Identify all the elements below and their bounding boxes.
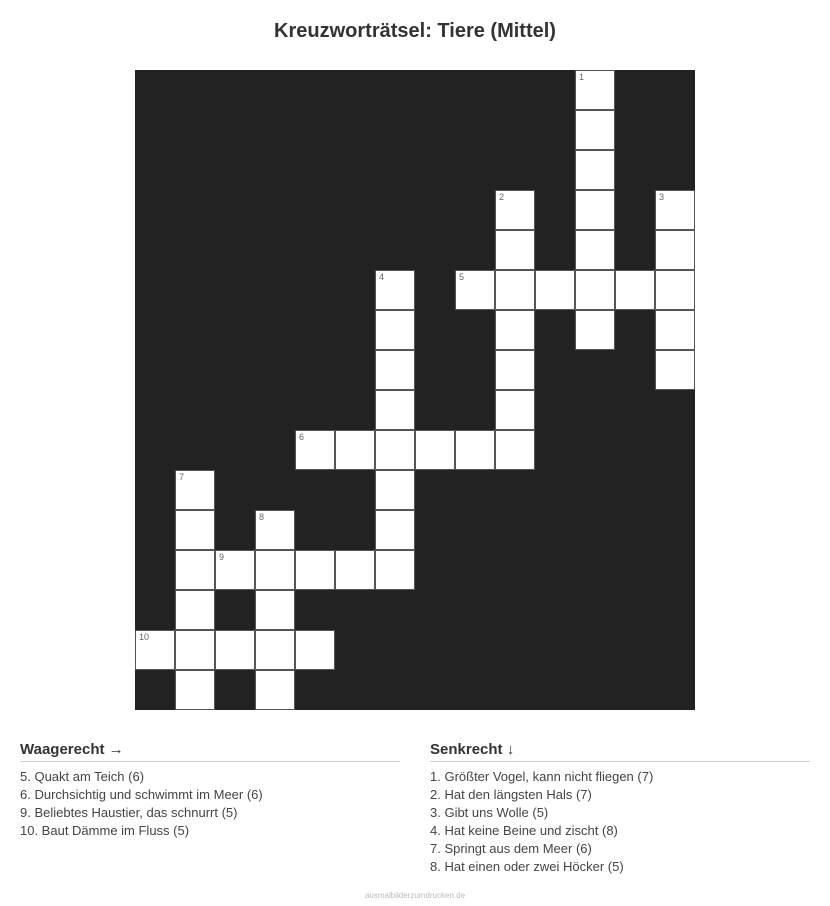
crossword-cell[interactable] — [375, 550, 415, 590]
crossword-cell[interactable] — [455, 430, 495, 470]
clue-number: 1 — [579, 72, 585, 82]
crossword-cell[interactable] — [255, 550, 295, 590]
across-clue: 6. Durchsichtig und schwimmt im Meer (6) — [20, 787, 263, 802]
crossword-cell[interactable] — [215, 630, 255, 670]
crossword-cell[interactable] — [655, 230, 695, 270]
across-clues — [20, 740, 400, 840]
crossword-cell[interactable] — [575, 150, 615, 190]
clue-number: 7 — [179, 472, 185, 482]
crossword-cell[interactable] — [375, 270, 415, 310]
crossword-cell[interactable] — [255, 510, 295, 550]
footer-credit: ausmalbilderzumdrucken.de — [364, 891, 466, 900]
crossword-cell[interactable] — [175, 590, 215, 630]
crossword-cell[interactable] — [175, 670, 215, 710]
crossword-cell[interactable] — [495, 350, 535, 390]
crossword-cell[interactable] — [575, 310, 615, 350]
crossword-cell[interactable] — [295, 630, 335, 670]
crossword-cell[interactable] — [375, 430, 415, 470]
crossword-cell[interactable] — [375, 310, 415, 350]
down-clue: 4. Hat keine Beine und zischt (8) — [430, 823, 618, 838]
across-clue: 9. Beliebtes Haustier, das schnurrt (5) — [20, 805, 238, 820]
clue-number: 9 — [219, 552, 225, 562]
crossword-cell[interactable] — [335, 430, 375, 470]
clue-number: 5 — [459, 272, 465, 282]
crossword-cell[interactable] — [335, 550, 375, 590]
crossword-cell[interactable] — [255, 630, 295, 670]
crossword-cell[interactable] — [175, 630, 215, 670]
crossword-cell[interactable] — [575, 190, 615, 230]
crossword-cell[interactable] — [415, 430, 455, 470]
clue-number: 8 — [259, 512, 265, 522]
crossword-cell[interactable] — [495, 430, 535, 470]
down-heading: Senkrecht ↓ — [430, 740, 810, 762]
clue-number: 4 — [379, 272, 385, 282]
crossword-cell[interactable] — [495, 190, 535, 230]
crossword-cell[interactable] — [655, 350, 695, 390]
clue-number: 6 — [299, 432, 305, 442]
down-clue: 8. Hat einen oder zwei Höcker (5) — [430, 859, 624, 874]
down-clue: 7. Springt aus dem Meer (6) — [430, 841, 592, 856]
across-clue-list — [20, 768, 400, 840]
crossword-cell[interactable] — [615, 270, 655, 310]
crossword-cell[interactable] — [655, 270, 695, 310]
crossword-cell[interactable] — [175, 510, 215, 550]
crossword-cell[interactable] — [295, 430, 335, 470]
clue-number: 3 — [659, 192, 665, 202]
crossword-cell[interactable] — [295, 550, 335, 590]
page-title: Kreuzworträtsel: Tiere (Mittel) — [274, 20, 556, 42]
crossword-cell[interactable] — [495, 270, 535, 310]
crossword-cell[interactable] — [375, 510, 415, 550]
crossword-cell[interactable] — [575, 70, 615, 110]
clue-number: 2 — [499, 192, 505, 202]
crossword-cell[interactable] — [495, 230, 535, 270]
down-clue: 3. Gibt uns Wolle (5) — [430, 805, 549, 820]
across-clue: 10. Baut Dämme im Fluss (5) — [20, 823, 190, 838]
down-clues — [430, 740, 810, 876]
crossword-cell[interactable] — [375, 470, 415, 510]
crossword-cell[interactable] — [175, 550, 215, 590]
crossword-cell[interactable] — [255, 670, 295, 710]
crossword-cell[interactable] — [175, 470, 215, 510]
crossword-cell[interactable] — [495, 390, 535, 430]
crossword-cell[interactable] — [455, 270, 495, 310]
crossword-grid — [135, 70, 695, 710]
crossword-cell[interactable] — [375, 350, 415, 390]
down-clue: 1. Größter Vogel, kann nicht fliegen (7) — [430, 769, 654, 784]
crossword-cell[interactable] — [575, 110, 615, 150]
crossword-cell[interactable] — [575, 270, 615, 310]
crossword-cell[interactable] — [375, 390, 415, 430]
crossword-cell[interactable] — [135, 630, 175, 670]
down-clue: 2. Hat den längsten Hals (7) — [430, 787, 592, 802]
clue-number: 10 — [139, 632, 150, 642]
across-heading: Waagerecht → — [20, 740, 400, 762]
crossword-cell[interactable] — [215, 550, 255, 590]
across-clue: 5. Quakt am Teich (6) — [20, 769, 145, 784]
crossword-cell[interactable] — [655, 190, 695, 230]
crossword-cell[interactable] — [575, 230, 615, 270]
crossword-cell[interactable] — [495, 310, 535, 350]
crossword-cell[interactable] — [255, 590, 295, 630]
down-clue-list — [430, 768, 810, 876]
crossword-cell[interactable] — [655, 310, 695, 350]
crossword-cell[interactable] — [535, 270, 575, 310]
